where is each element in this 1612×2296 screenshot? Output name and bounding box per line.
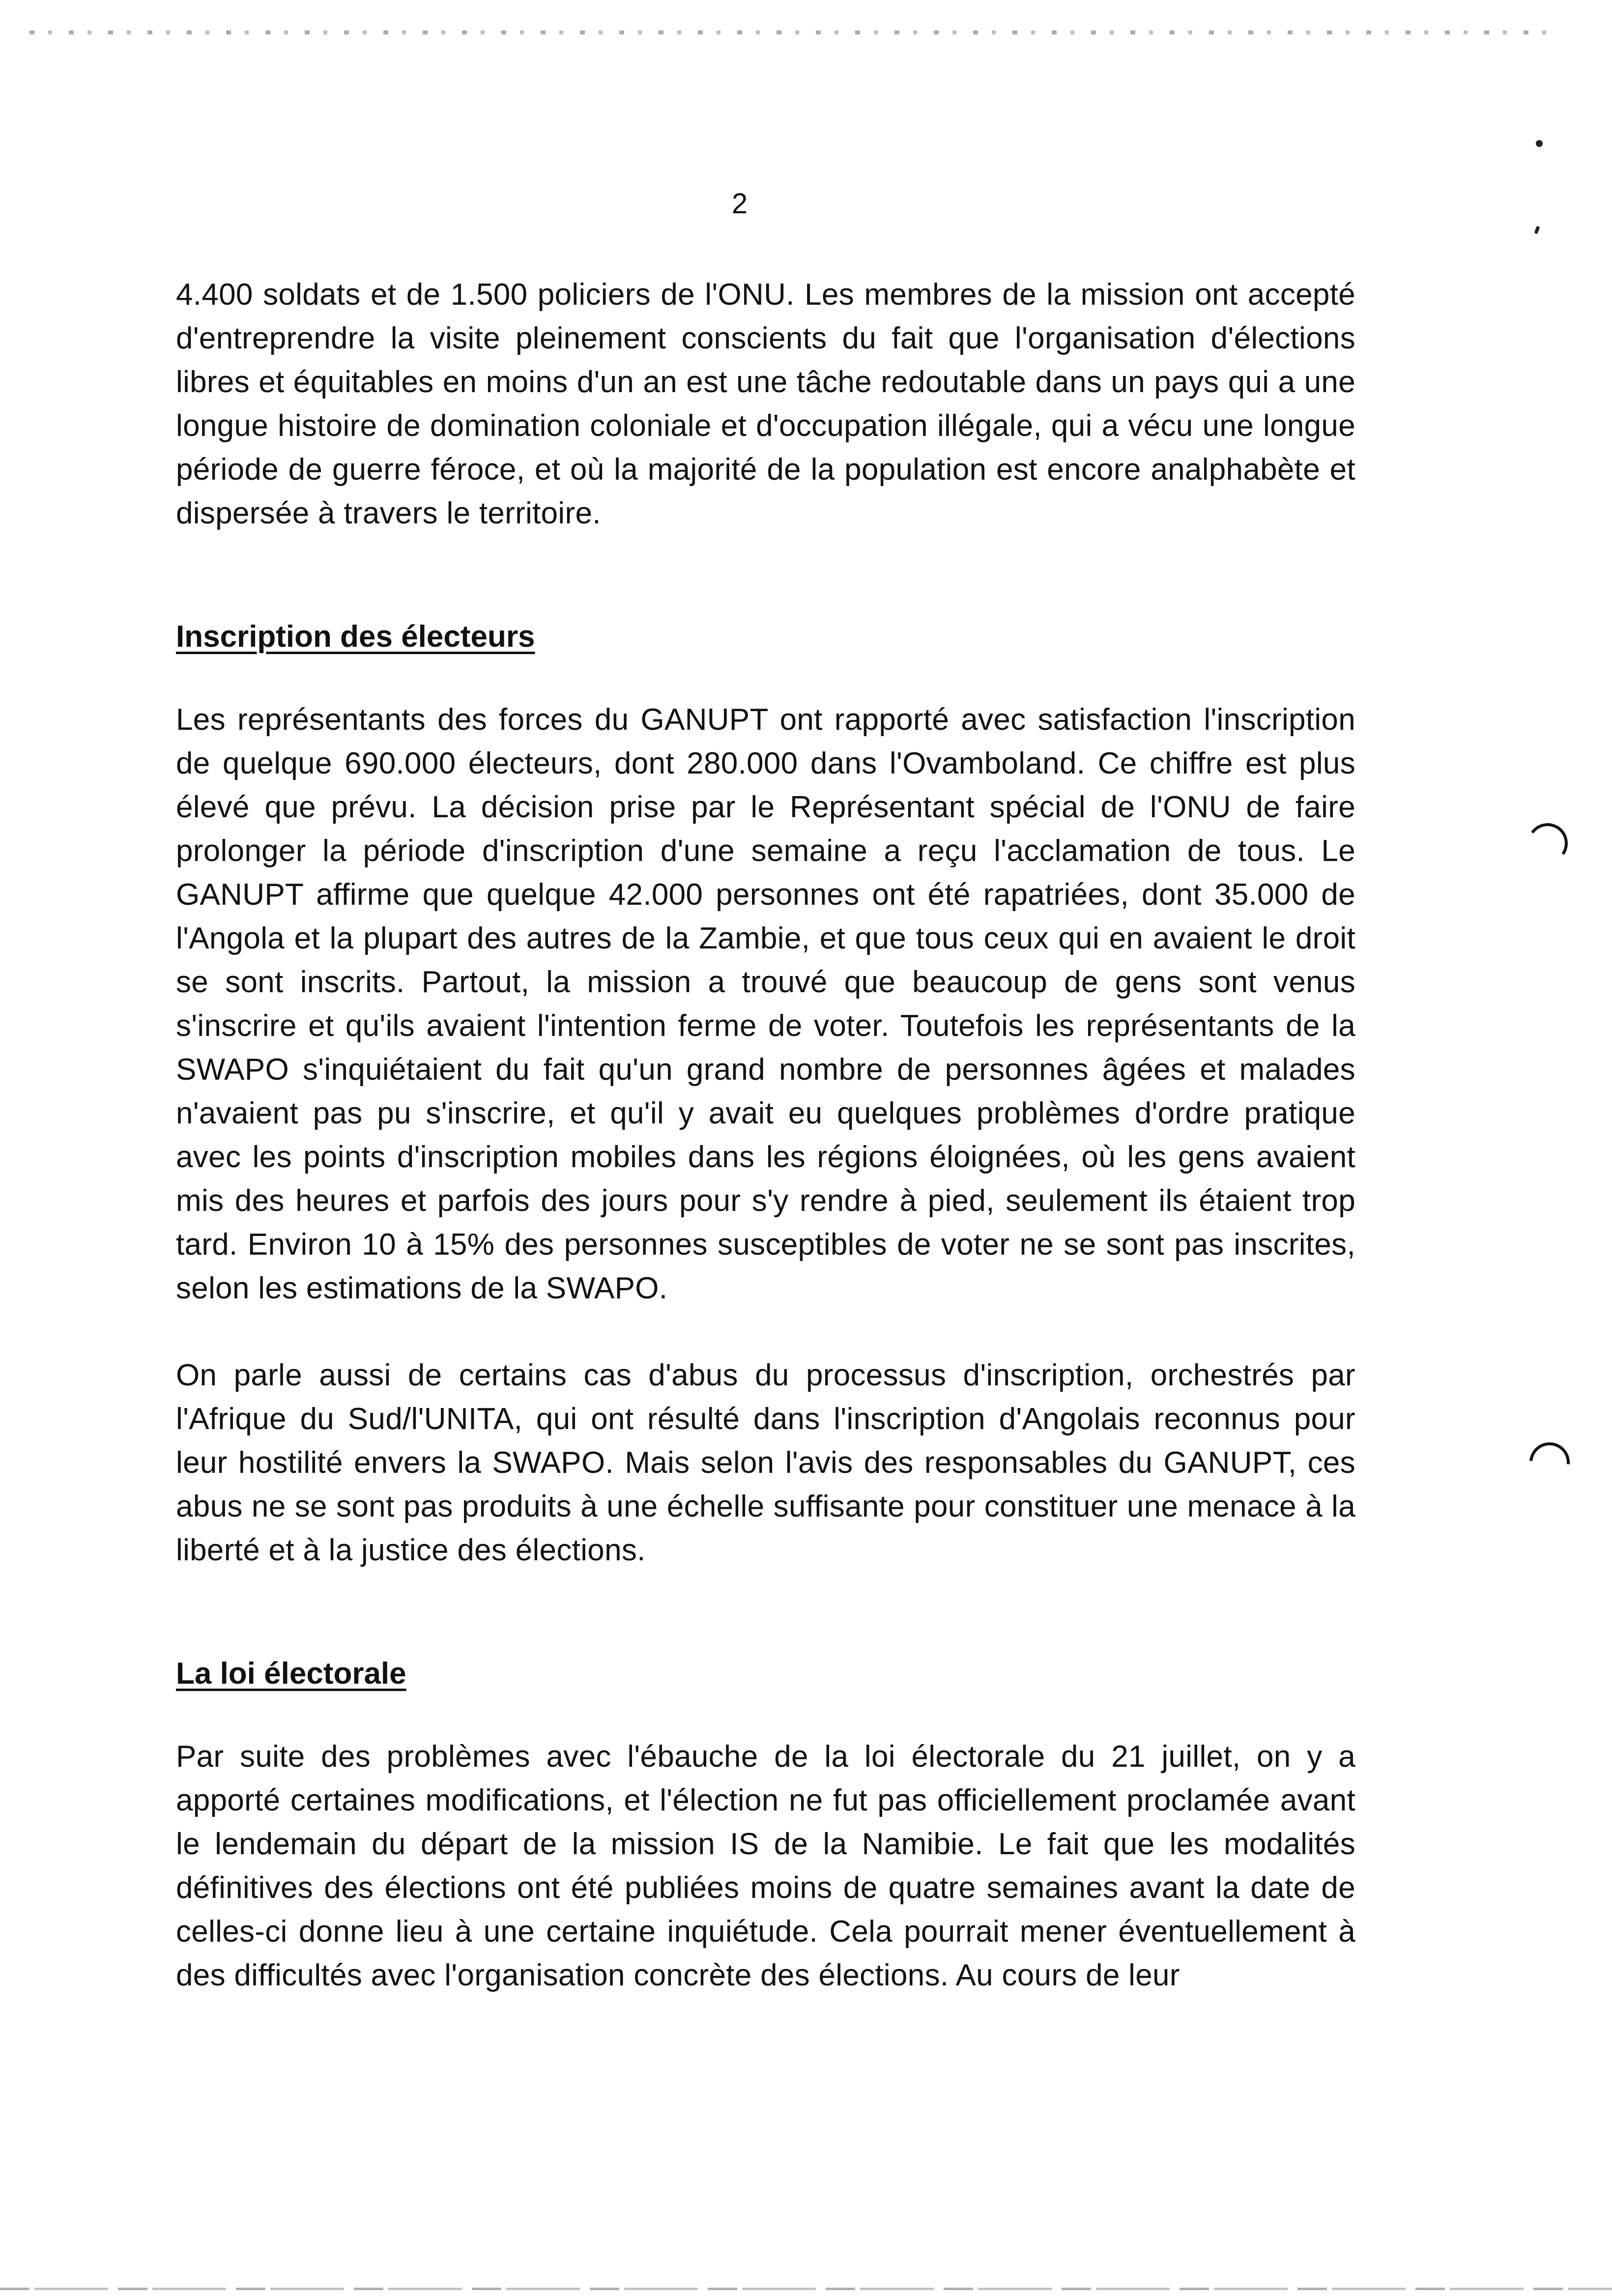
intro-paragraph: 4.400 soldats et de 1.500 policiers de l'ONU. Les membres de la mission ont accepté d'entreprendre la visite pleinement conscients du fait que l'organisation d'élections libres et équitables en moins d'un an est une tâche redoutable dans un pays qui a une longue histoire de domination coloniale et d'occupation illégale, qui a vécu une longue période de guerre féroce, et où la majorité de la population est encore analphabète et dispersée à travers le territoire. bbox=[176, 278, 1355, 530]
scan-artifact-top bbox=[29, 30, 1563, 34]
scan-mark-tick bbox=[1534, 226, 1540, 234]
inscription-paragraph-2: On parle aussi de certains cas d'abus du processus d'inscription, orchestrés par l'Afrique du Sud/l'UNITA, qui ont résulté dans l'inscription d'Angolais reconnus pour leur hostilité envers la SWAPO. Mais selon l'avis des responsables du GANUPT, ces abus ne se sont pas produits à une échelle suffisante pour constituer une menace à la liberté et à la justice des élections. bbox=[176, 1358, 1355, 1567]
section-heading-inscription: Inscription des électeurs bbox=[176, 620, 535, 654]
scan-artifact-bottom bbox=[0, 2288, 1612, 2290]
loi-paragraph-1: Par suite des problèmes avec l'ébauche de la loi électorale du 21 juillet, on y a apporté certaines modifications, et l'élection ne fut pas officiellement proclamée avant le lendemain du départ de la mission IS de la Namibie. Le fait que les modalités définitives des élections ont été publiées moins de quatre semaines avant la date de celles-ci donne lieu à une certaine inquiétude. Cela pourrait mener éventuellement à des difficultés avec l'organisation concrète des élections. Au cours de leur bbox=[176, 1740, 1355, 1992]
section-heading-loi: La loi électorale bbox=[176, 1657, 406, 1691]
punch-hole-mark-icon bbox=[1521, 1434, 1578, 1491]
scan-mark-dot bbox=[1536, 140, 1543, 147]
page-number: 2 bbox=[731, 188, 748, 220]
document-body bbox=[176, 273, 1355, 1997]
inscription-paragraph-1: Les représentants des forces du GANUPT ont rapporté avec satisfaction l'inscription de quelque 690.000 électeurs, dont 280.000 dans l'Ovamboland. Ce chiffre est plus élevé que prévu. La décision prise par le Représentant spécial de l'ONU de faire prolonger la période d'inscription d'une semaine a reçu l'acclamation de tous. Le GANUPT affirme que quelque 42.000 personnes ont été rapatriées, dont 35.000 de l'Angola et la plupart des autres de la Zambie, et que tous ceux qui en avaient le droit se sont inscrits. Partout, la mission a trouvé que beaucoup de gens sont venus s'inscrire et qu'ils avaient l'intention ferme de voter. Toutefois les représentants de la SWAPO s'inquiétaient du fait qu'un grand nombre de personnes âgées et malades n'avaient pas pu s'inscrire, et qu'il y avait eu quelques problèmes d'ordre pratique avec les points d'inscription mobiles dans les régions éloignées, où les gens avaient mis des heures et parfois des jours pour s'y rendre à pied, seulement ils étaient trop tard. Environ 10 à 15% des personnes susceptibles de voter ne se sont pas inscrites, selon les estimations de la SWAPO. bbox=[176, 703, 1355, 1305]
punch-hole-mark-icon bbox=[1525, 820, 1571, 867]
